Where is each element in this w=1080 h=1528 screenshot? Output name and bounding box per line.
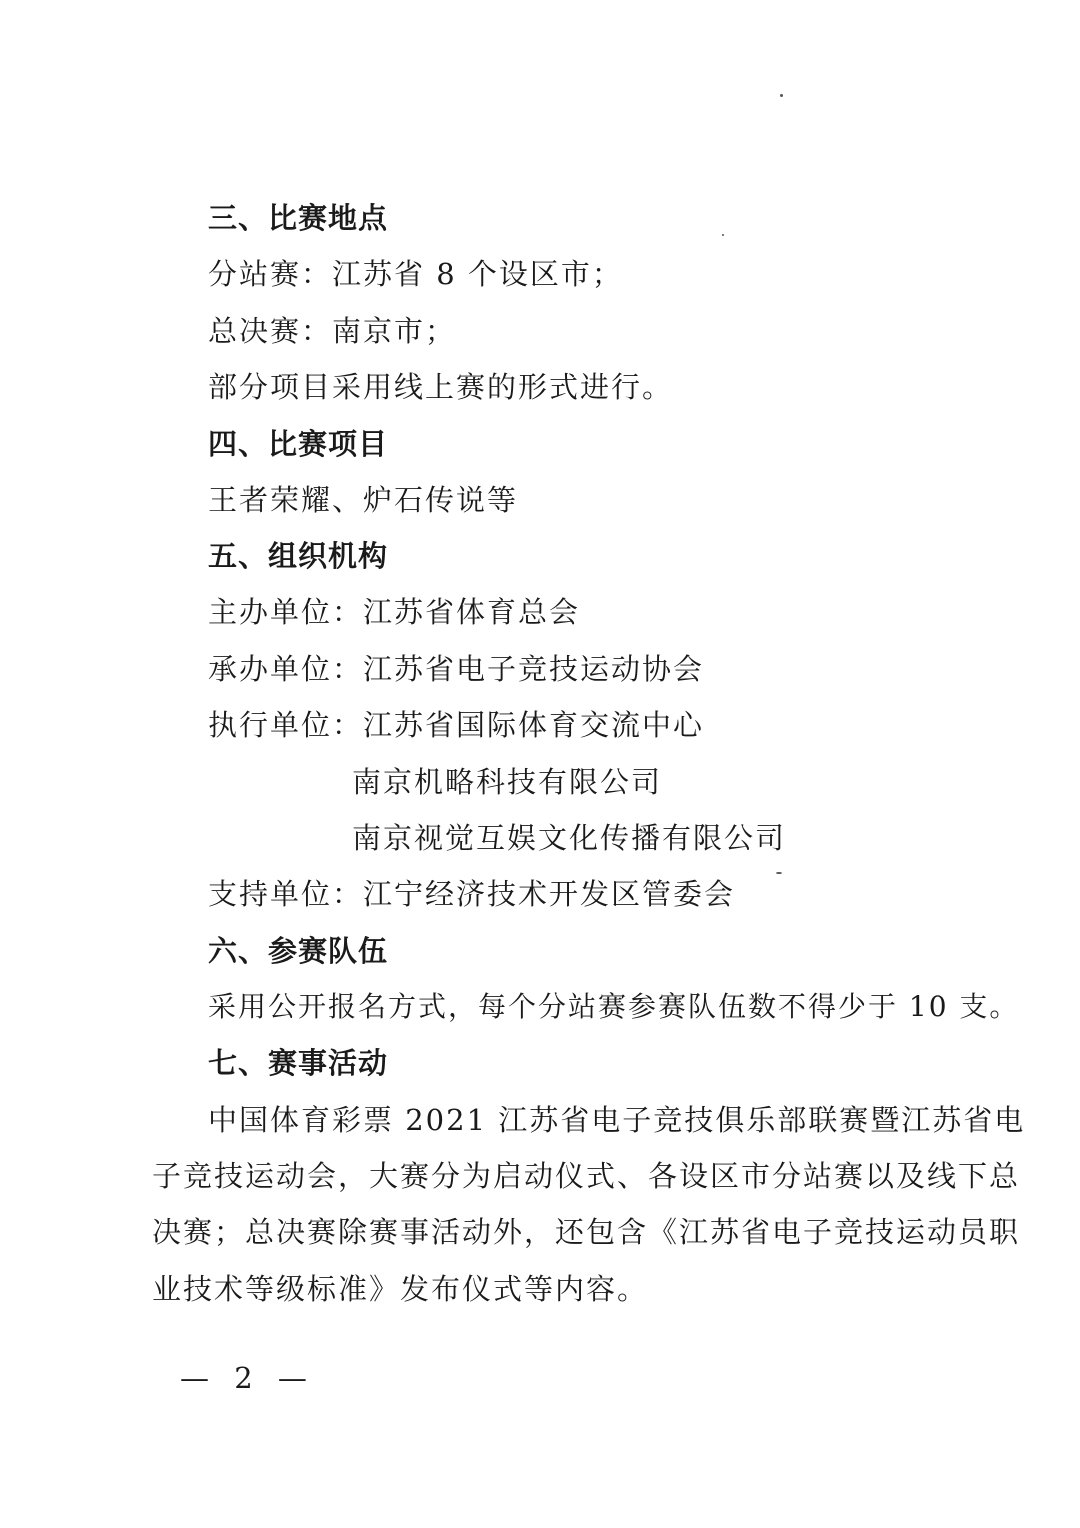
paragraph-line: 部分项目采用线上赛的形式进行。 xyxy=(208,370,674,404)
paragraph-line: 分站赛：江苏省 8 个设区市； xyxy=(208,257,623,291)
paragraph-line: 业技术等级标准》发布仪式等内容。 xyxy=(152,1272,649,1306)
paragraph-line: 决赛；总决赛除赛事活动外，还包含《江苏省电子竞技运动员职 xyxy=(152,1215,1021,1249)
host-unit-line: 主办单位：江苏省体育总会 xyxy=(208,595,581,629)
executor-unit-line-2: 南京机略科技有限公司 xyxy=(352,765,663,799)
paragraph-line: 中国体育彩票 2021 江苏省电子竞技俱乐部联赛暨江苏省电 xyxy=(208,1103,1026,1137)
executor-unit-line: 执行单位：江苏省国际体育交流中心 xyxy=(208,708,705,742)
page-number: — 2 — xyxy=(180,1361,315,1395)
support-unit-line: 支持单位：江宁经济技术开发区管委会 xyxy=(208,877,736,911)
section-heading-teams: 六、参赛队伍 xyxy=(208,934,389,968)
paragraph-line: 采用公开报名方式，每个分站赛参赛队伍数不得少于 10 支。 xyxy=(208,990,1020,1023)
organizer-unit-line: 承办单位：江苏省电子竞技运动协会 xyxy=(208,652,705,686)
section-heading-organization: 五、组织机构 xyxy=(208,539,389,573)
scan-speck xyxy=(722,234,724,236)
section-heading-venue: 三、比赛地点 xyxy=(208,201,389,235)
section-heading-activities: 七、赛事活动 xyxy=(208,1046,389,1080)
scan-speck xyxy=(776,872,782,874)
section-heading-events: 四、比赛项目 xyxy=(208,427,389,461)
executor-unit-line-3: 南京视觉互娱文化传播有限公司 xyxy=(352,821,787,855)
paragraph-line: 总决赛：南京市； xyxy=(208,314,457,348)
paragraph-line: 王者荣耀、炉石传说等 xyxy=(208,483,519,517)
scan-speck xyxy=(780,94,783,97)
paragraph-line: 子竞技运动会，大赛分为启动仪式、各设区市分站赛以及线下总 xyxy=(152,1159,1021,1193)
